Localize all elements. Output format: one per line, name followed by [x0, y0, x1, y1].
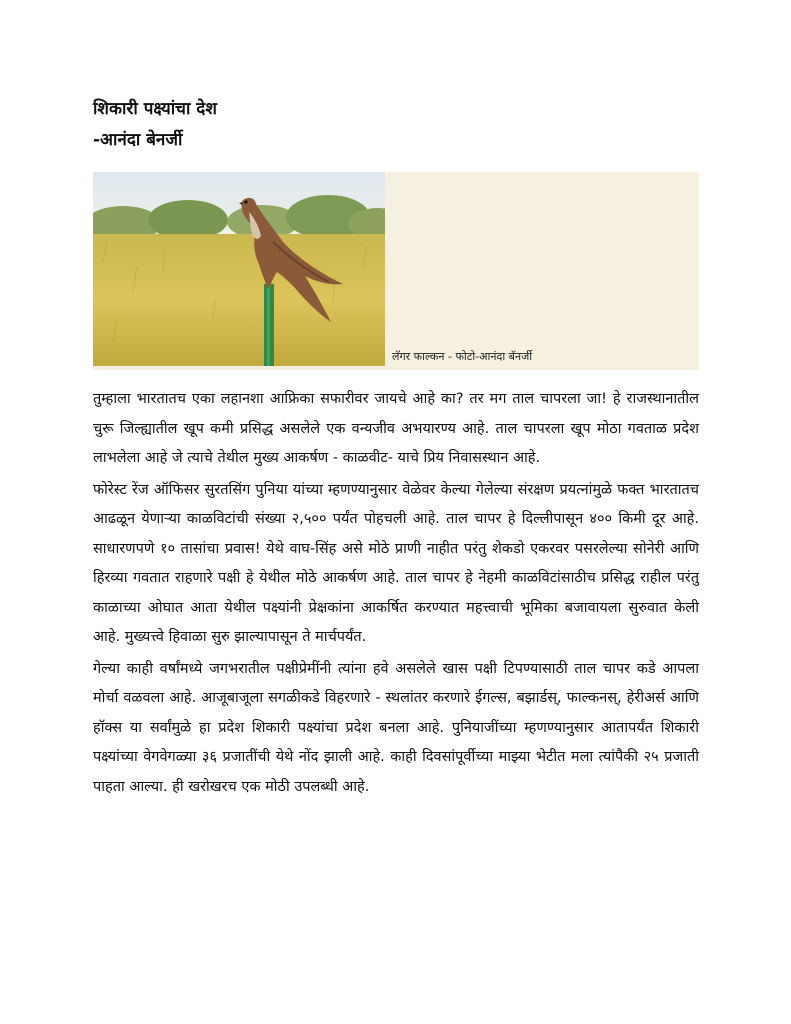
paragraph-2: फोरेस्ट रेंज ऑफिसर सुरतसिंग पुनिया यांच्या म्हणण्यानुसार वेळेवर केल्या गेलेल्या संरक्षण प्रयत्नांमुळे फक्त भारतातच आढळून येणाऱ्या काळविटांची संख्या २,५०० पर्यंत पोहचली आहे. ताल चापर हे दिल्लीपासून ४०० किमी दूर आहे. साधारणपणे १० तासांचा प्रवास! येथे वाघ-सिंह असे मोठे प्राणी नाहीत परंतु शेकडो एकरवर पसरलेल्या सोनेरी आणि हिरव्या गवतात राहणारे पक्षी हे येथील मोठे आकर्षण आहे. ताल चापर हे नेहमी काळविटांसाठीच प्रसिद्ध राहील परंतु काळाच्या ओघात आता येथील पक्ष्यांनी प्रेक्षकांना आकर्षित करण्यात महत्त्वाची भूमिका बजावायला सुरुवात केली आहे. मुख्यत्त्वे हिवाळा सुरु झाल्यापासून ते मार्चपर्यंत. [93, 481, 699, 645]
article-author: -आनंदा बेनर्जी [93, 130, 183, 150]
photo-figure [93, 172, 699, 370]
paragraph-1: तुम्हाला भारतातच एका लहानशा आफ्रिका सफारीवर जायचे आहे का? तर मग ताल चापरला जा! हे राजस्थानातील चुरू जिल्ह्यातील खूप कमी प्रसिद्ध असलेले एक वन्यजीव अभयारण्य आहे. ताल चापरला खूप मोठा गवताळ प्रदेश लाभलेला आहे जे त्याचे तेथील मुख्य आकर्षण - काळवीट- याचे प्रिय निवासस्थान आहे. [93, 391, 699, 466]
photo-caption: लॅगर फाल्कन - फोटो-आनंदा बॅनर्जी [392, 350, 533, 363]
photo-grass [93, 234, 385, 366]
paragraph-3: गेल्या काही वर्षांमध्ये जगभरातील पक्षीप्रेमींनी त्यांना हवे असलेले खास पक्षी टिपण्यासाठी ताल चापर कडे आपला मोर्चा वळवला आहे. आजूबाजूला सगळीकडे विहरणारे - स्थलांतर करणारे ईगल्स, बझार्डस्, फाल्कनस्, हेरीअर्स आणि हॉक्स या सर्वांमुळे हा प्रदेश शिकारी पक्ष्यांचा प्रदेश बनला आहे. पुनियाजींच्या म्हणण्यानुसार आतापर्यंत शिकारी पक्ष्यांच्या वेगवेगळ्या ३६ प्रजातींची येथे नोंद झाली आहे. काही दिवसांपूर्वीच्या माझ्या भेटीत मला त्यांपैकी २५ प्रजाती पाहता आल्या. ही खरोखरच एक मोठी उपलब्धी आहे. [93, 660, 699, 795]
article-title: शिकारी पक्ष्यांचा देश [93, 99, 217, 119]
article-body [93, 385, 699, 804]
falcon-photo [93, 172, 385, 366]
